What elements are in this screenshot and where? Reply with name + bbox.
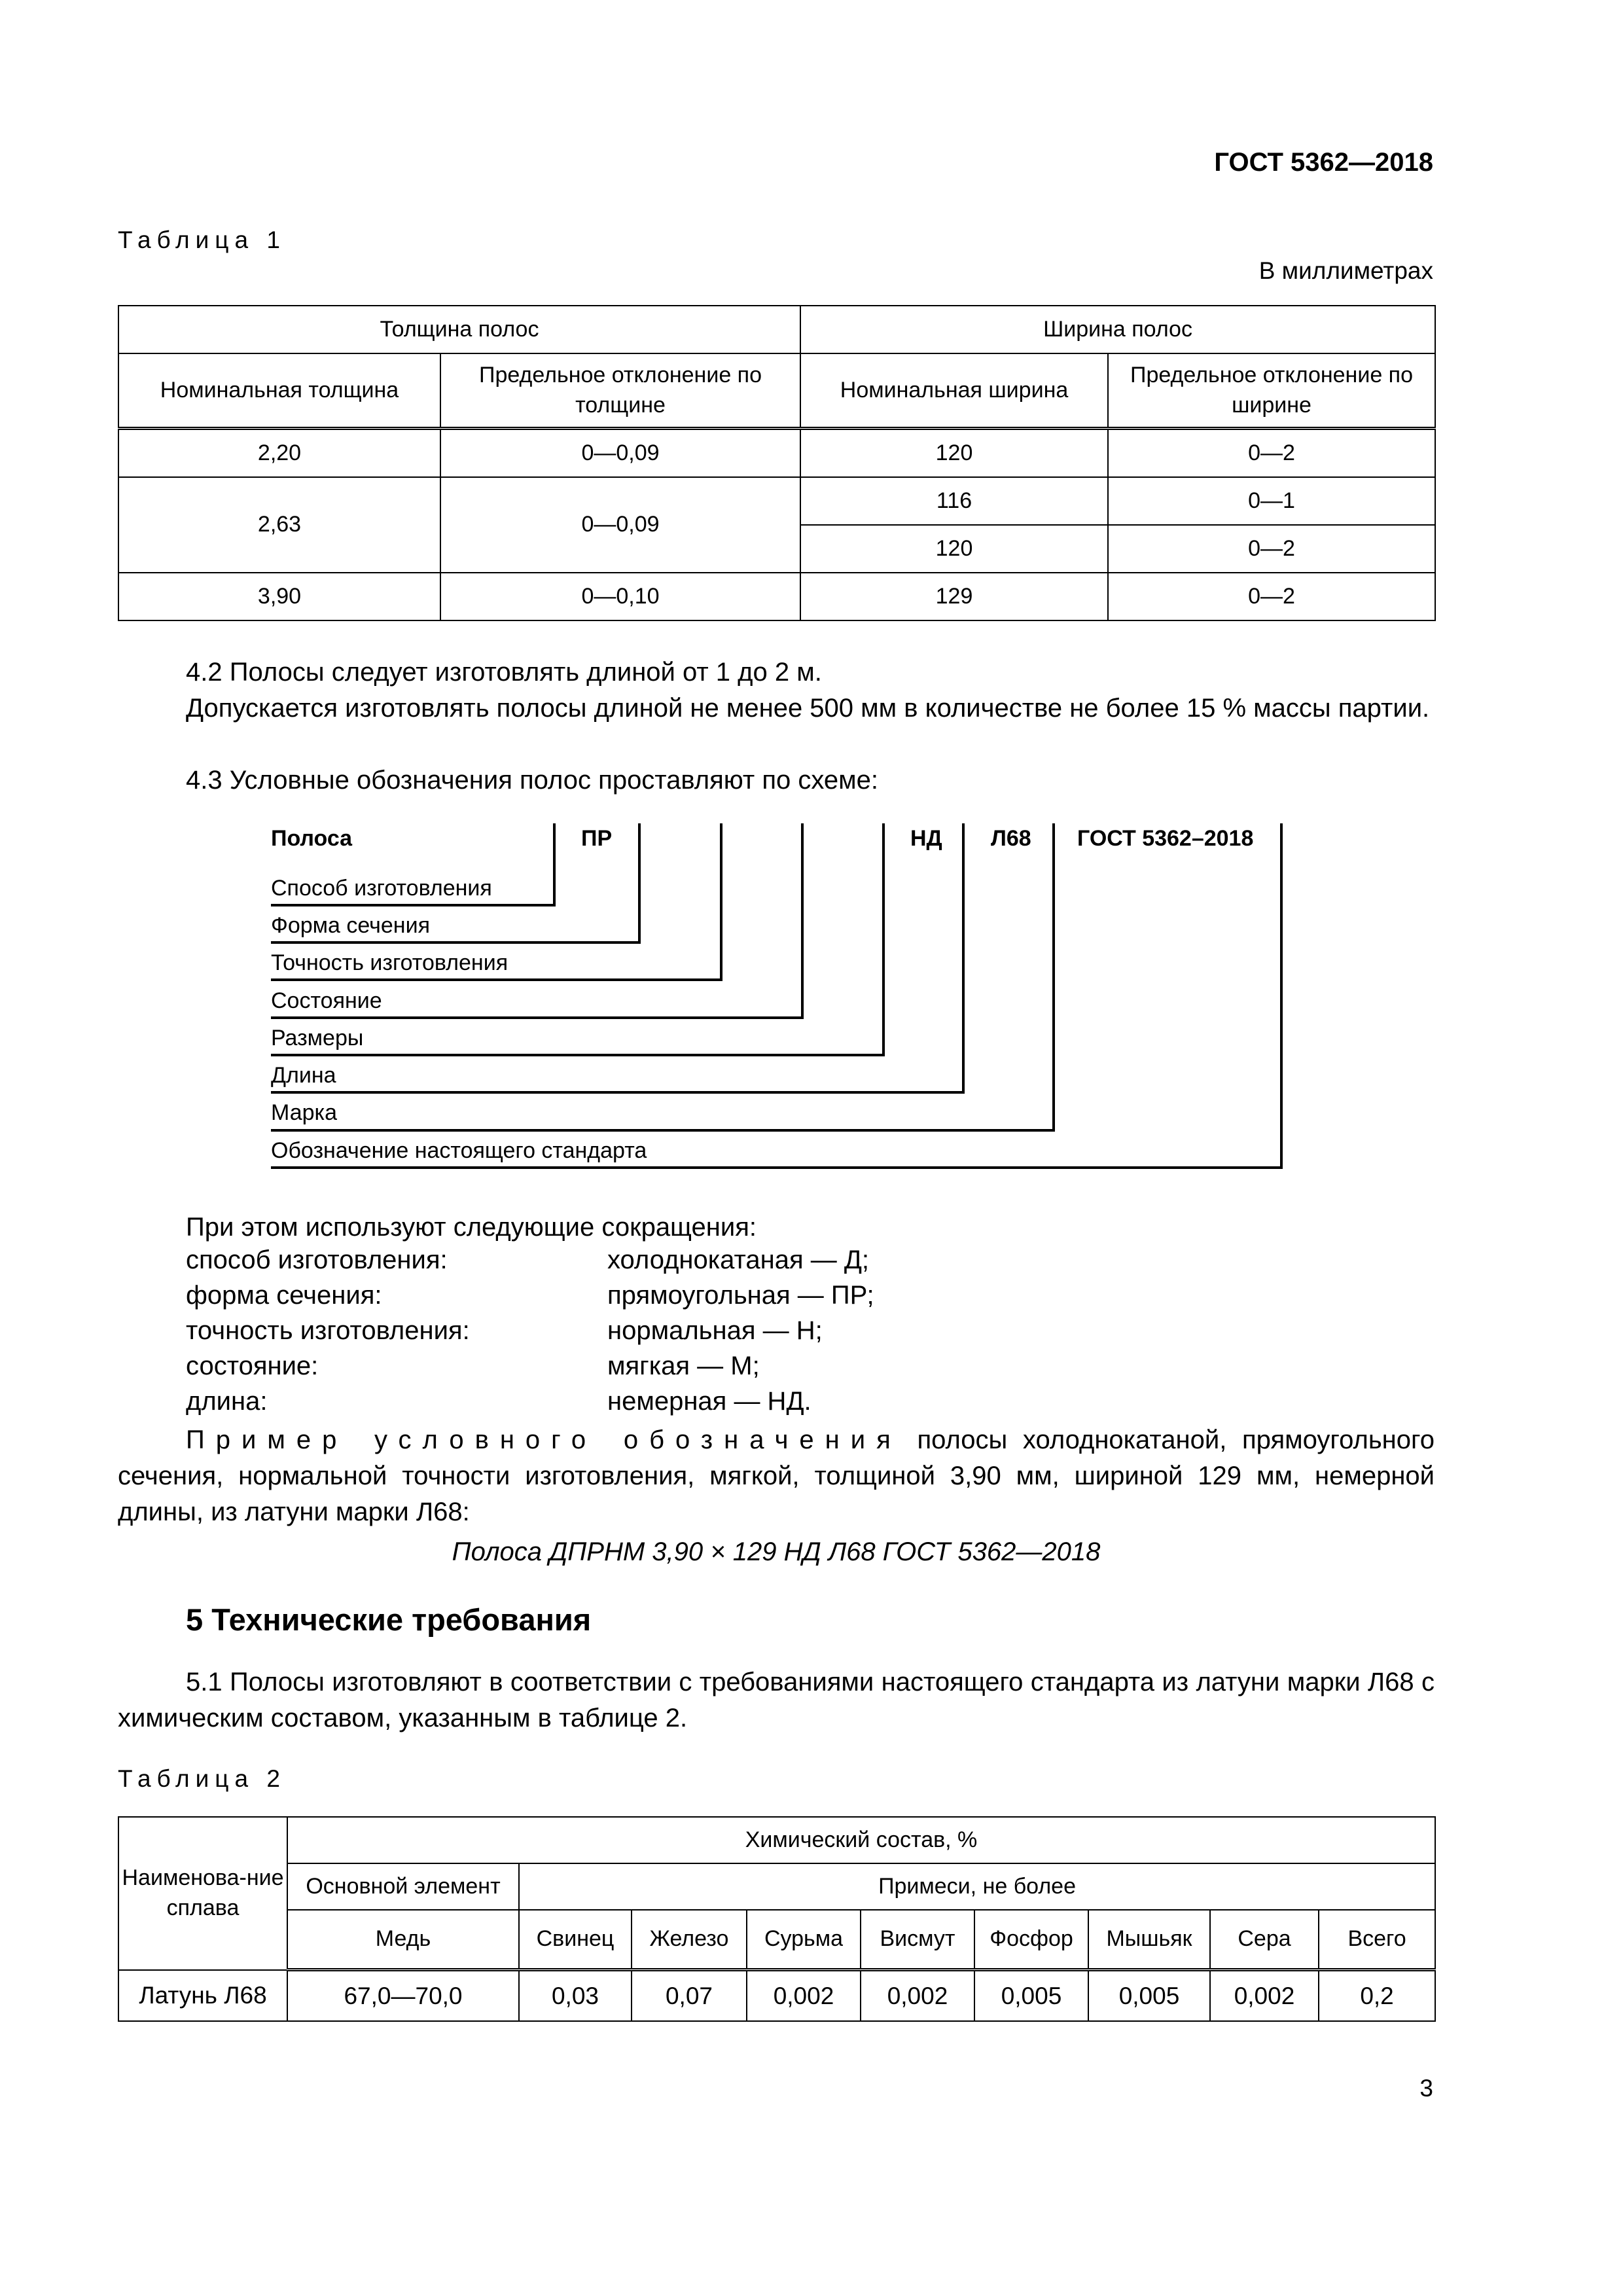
scheme-line <box>271 1016 804 1019</box>
table1-col-deviation-width: Предельное отклонение по ширине <box>1108 353 1435 429</box>
table1-caption: Таблица 1 <box>118 226 286 253</box>
example-label: Пример условного обозначения <box>186 1426 902 1454</box>
section-5-heading: 5 Технические требования <box>186 1602 592 1637</box>
abbreviations-intro: При этом используют следующие сокращения: <box>186 1213 757 1242</box>
table2-group-main: Основной элемент <box>287 1863 519 1910</box>
paragraph-5-1: 5.1 Полосы изготовляют в соответствии с требованиями настоящего стандарта из латуни марки Л68 с химическим составом, указанным в таблице 2. <box>118 1668 1435 1732</box>
scheme-line <box>271 1166 1283 1169</box>
scheme-line <box>962 823 965 1094</box>
page-number: 3 <box>1419 2075 1433 2102</box>
paragraph-4-2-note: Допускается изготовлять полосы длиной не менее 500 мм в количестве не более 15 % массы партии. <box>186 694 1430 723</box>
table-cell: 67,0—70,0 <box>287 1970 519 2022</box>
table2-col-arsenic: Мышьяк <box>1088 1910 1210 1970</box>
abbreviation-term: точность изготовления: <box>186 1316 470 1345</box>
scheme-line <box>1280 823 1283 1169</box>
table-cell: 0—2 <box>1108 429 1435 478</box>
abbreviation-term: способ изготовления: <box>186 1246 448 1274</box>
table2-col-phosphorus: Фосфор <box>974 1910 1088 1970</box>
table-cell: 0—2 <box>1108 573 1435 620</box>
table-cell: 0—0,09 <box>440 429 800 478</box>
table-cell: 2,20 <box>118 429 440 478</box>
scheme-line <box>1052 823 1055 1132</box>
table1 <box>118 305 1436 621</box>
scheme-line <box>271 1129 1055 1132</box>
table2-col-sulfur: Сера <box>1210 1910 1319 1970</box>
table1-col-nominal-width: Номинальная ширина <box>800 353 1108 429</box>
scheme-label-standard: Обозначение настоящего стандарта <box>271 1138 647 1163</box>
scheme-line <box>271 1054 885 1056</box>
scheme-line <box>271 941 641 944</box>
table-cell: 116 <box>800 477 1108 525</box>
table2-group-impurities: Примеси, не более <box>519 1863 1435 1910</box>
scheme-line <box>271 978 722 981</box>
scheme-line <box>271 904 556 906</box>
table-cell: 2,63 <box>118 477 440 573</box>
table2-col-alloy: Наименова-ние сплава <box>118 1817 287 1970</box>
abbreviation-term: длина: <box>186 1387 268 1416</box>
table-cell: 120 <box>800 429 1108 478</box>
table-cell: 0,07 <box>632 1970 747 2022</box>
scheme-code-standard: ГОСТ 5362–2018 <box>1077 826 1254 851</box>
scheme-line <box>553 823 556 906</box>
table-cell: 129 <box>800 573 1108 620</box>
table-row <box>118 573 1435 620</box>
paragraph-4-3: 4.3 Условные обозначения полос проставляют по схеме: <box>186 766 878 795</box>
table-cell: 0,002 <box>747 1970 861 2022</box>
abbreviation-term: форма сечения: <box>186 1281 382 1310</box>
abbreviation-value: прямоугольная — ПР; <box>607 1281 874 1310</box>
table1-group-thickness: Толщина полос <box>118 306 800 353</box>
table2-col-iron: Железо <box>632 1910 747 1970</box>
table-row <box>118 429 1435 478</box>
scheme-line <box>271 1091 965 1094</box>
scheme-line <box>882 823 885 1056</box>
table2-col-antimony: Сурьма <box>747 1910 861 1970</box>
paragraph-4-2: 4.2 Полосы следует изготовлять длиной от 1 до 2 м. <box>186 658 822 687</box>
scheme-label-length: Длина <box>271 1063 336 1088</box>
scheme-label-accuracy: Точность изготовления <box>271 950 508 975</box>
example-text: полосы холоднокатаной, прямоугольного сечения, нормальной точности изготовления, мягкой, толщиной 3,90 мм, шириной 129 мм, немерной длины, из латуни марки Л68: <box>118 1426 1435 1526</box>
scheme-label-brand: Марка <box>271 1100 338 1125</box>
table-cell: 0,005 <box>974 1970 1088 2022</box>
table1-col-deviation-thickness: Предельное отклонение по толщине <box>440 353 800 429</box>
table1-group-width: Ширина полос <box>800 306 1435 353</box>
scheme-code-nd: НД <box>910 826 942 851</box>
scheme-line <box>801 823 804 1019</box>
scheme-code-pr: ПР <box>581 826 613 851</box>
table-row <box>118 1970 1435 2022</box>
table2-col-bismuth: Висмут <box>861 1910 974 1970</box>
table2-col-total: Всего <box>1319 1910 1435 1970</box>
table-cell: 0,2 <box>1319 1970 1435 2022</box>
scheme-label-method: Способ изготовления <box>271 876 492 901</box>
abbreviation-value: мягкая — М; <box>607 1352 760 1380</box>
table-cell: Латунь Л68 <box>118 1970 287 2022</box>
table-cell: 0—0,10 <box>440 573 800 620</box>
example-paragraph <box>118 1422 1435 1530</box>
table2 <box>118 1816 1436 2022</box>
abbreviation-value: нормальная — Н; <box>607 1316 823 1345</box>
table-cell: 0,03 <box>519 1970 632 2022</box>
scheme-label-state: Состояние <box>271 988 382 1013</box>
example-designation: Полоса ДПРНМ 3,90 × 129 НД Л68 ГОСТ 5362—2018 <box>452 1537 1101 1566</box>
scheme-line <box>638 823 641 944</box>
scheme-label-section: Форма сечения <box>271 913 430 938</box>
abbreviation-value: холоднокатаная — Д; <box>607 1246 870 1274</box>
table-cell: 120 <box>800 525 1108 573</box>
table-cell: 0,002 <box>1210 1970 1319 2022</box>
table-cell: 3,90 <box>118 573 440 620</box>
table-cell: 0—0,09 <box>440 477 800 573</box>
scheme-label-sizes: Размеры <box>271 1026 364 1050</box>
table2-col-copper: Медь <box>287 1910 519 1970</box>
table-row <box>118 477 1435 525</box>
table-cell: 0—1 <box>1108 477 1435 525</box>
table-cell: 0,005 <box>1088 1970 1210 2022</box>
scheme-line <box>720 823 722 981</box>
document-header: ГОСТ 5362—2018 <box>1214 148 1433 177</box>
scheme-title: Полоса <box>271 826 353 851</box>
table2-caption: Таблица 2 <box>118 1765 286 1792</box>
table1-col-nominal-thickness: Номинальная толщина <box>118 353 440 429</box>
table2-col-lead: Свинец <box>519 1910 632 1970</box>
scheme-code-brand: Л68 <box>991 826 1031 851</box>
abbreviation-value: немерная — НД. <box>607 1387 812 1416</box>
abbreviation-term: состояние: <box>186 1352 319 1380</box>
table1-units: В миллиметрах <box>1258 257 1433 284</box>
table-cell: 0—2 <box>1108 525 1435 573</box>
table-cell: 0,002 <box>861 1970 974 2022</box>
table2-group-chemical: Химический состав, % <box>287 1817 1435 1863</box>
